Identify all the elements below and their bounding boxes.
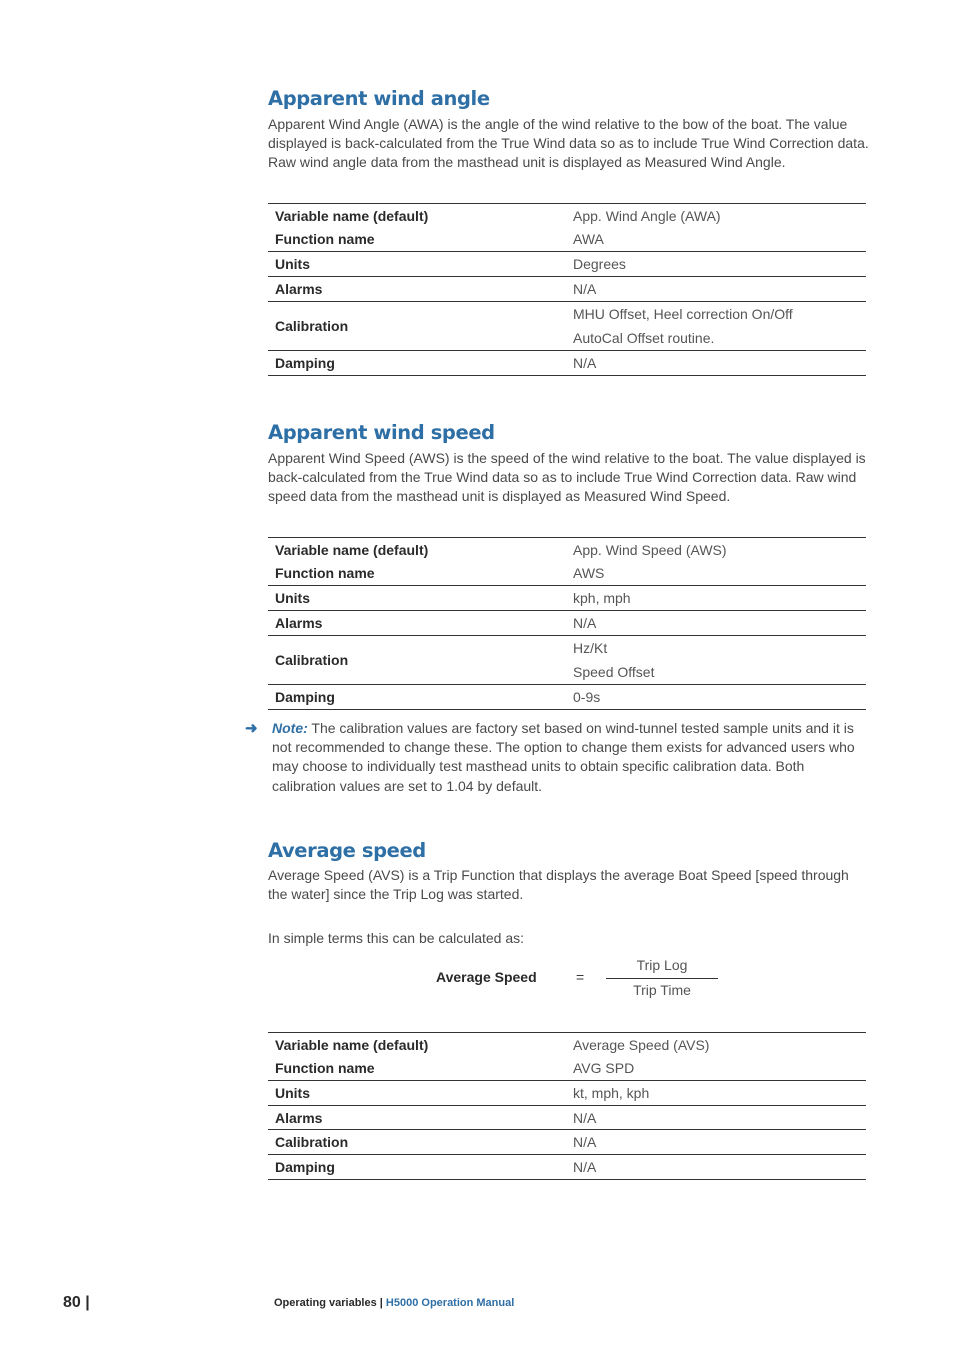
table-row (268, 228, 866, 252)
table-key: Units (268, 252, 567, 277)
table-value: App. Wind Angle (AWA) (573, 207, 721, 224)
table-row (268, 562, 866, 586)
table-value: N/A (567, 1130, 866, 1155)
table-value (567, 636, 866, 685)
table-key: Function name (268, 1057, 567, 1081)
table-row (268, 1081, 866, 1106)
table-row (268, 1033, 866, 1057)
variable-table-aws (268, 537, 866, 710)
table-row (268, 1130, 866, 1155)
table-key: Damping (268, 351, 567, 376)
table-value: AVG SPD (567, 1057, 866, 1081)
table-key: Damping (268, 685, 567, 710)
table-row (268, 1106, 866, 1130)
calibration-line: Speed Offset (573, 664, 655, 680)
table-row (268, 252, 866, 277)
section-title-apparent-wind-angle: Apparent wind angle (268, 87, 490, 110)
table-row (268, 538, 866, 562)
arrow-right-icon: ➜ (245, 720, 258, 737)
calibration-line: Hz/Kt (573, 640, 608, 656)
fraction-bar (606, 978, 718, 979)
calibration-line: AutoCal Offset routine. (573, 330, 715, 346)
formula-equals: = (576, 969, 585, 985)
formula-denominator: Trip Time (633, 982, 691, 998)
section-paragraph: Average Speed (AVS) is a Trip Function that displays the average Boat Speed [speed through the water] since the Trip Log was started. (268, 867, 849, 903)
section-title-average-speed: Average speed (268, 839, 426, 862)
table-value: kt, mph, kph (567, 1081, 866, 1106)
table-row (268, 277, 866, 302)
table-key: Alarms (268, 1106, 567, 1130)
table-row (268, 1155, 866, 1180)
table-value: App. Wind Speed (AWS) (573, 541, 727, 558)
variable-table-awa (268, 203, 866, 376)
table-key: Function name (268, 562, 567, 586)
note-label: Note: (272, 720, 308, 736)
table-value: N/A (567, 277, 866, 302)
section-paragraph: Apparent Wind Speed (AWS) is the speed of the wind relative to the boat. The value displayed is back-calculated from the True Wind data so as to include True Wind Correction data. Raw wind speed data from the masthead unit is displayed as Measured Wind Speed. (268, 450, 866, 505)
table-value: N/A (567, 351, 866, 376)
table-key: Alarms (268, 611, 567, 636)
section-paragraph: In simple terms this can be calculated as: (268, 930, 525, 946)
table-key: Units (268, 586, 567, 611)
table-row (268, 302, 866, 351)
table-key: Calibration (268, 302, 567, 351)
table-value: AWA (567, 228, 866, 252)
table-row (268, 204, 866, 228)
table-value: N/A (567, 611, 866, 636)
table-key: Function name (268, 228, 567, 252)
formula-lhs: Average Speed (436, 969, 537, 985)
table-key: Alarms (268, 277, 567, 302)
table-key: Variable name (default) (275, 1036, 429, 1053)
footer-separator: | (376, 1297, 386, 1309)
table-key: Damping (268, 1155, 567, 1180)
table-row (268, 351, 866, 376)
footer-section: Operating variables (274, 1297, 377, 1309)
footer-manual-title: H5000 Operation Manual (385, 1297, 515, 1309)
table-value: kph, mph (567, 586, 866, 611)
variable-table-avs (268, 1032, 866, 1180)
table-key: Units (268, 1081, 567, 1106)
section-paragraph: Apparent Wind Angle (AWA) is the angle of the wind relative to the bow of the boat. The value displayed is back-calculated from the True Wind data so as to include True Wind Correction data. Raw wind angle data from the masthead unit is displayed as Measured Wind Angle. (268, 116, 869, 171)
table-row (268, 611, 866, 636)
table-key: Variable name (default) (275, 207, 429, 224)
page-number: 80 | (63, 1294, 90, 1311)
table-value: Average Speed (AVS) (573, 1036, 710, 1053)
table-value: N/A (567, 1106, 866, 1130)
table-key: Variable name (default) (275, 541, 429, 558)
formula-numerator: Trip Log (636, 957, 688, 973)
note (272, 719, 868, 796)
table-row (268, 1057, 866, 1081)
table-value (567, 302, 866, 351)
note-body: The calibration values are factory set based on wind-tunnel tested sample units and it is not recommended to change these. The option to change them exists for advanced users who may choose to individually test masthead units to obtain specific calibration data. Both calibration values are set to 1.04 by default. (272, 720, 855, 794)
table-value: Degrees (567, 252, 866, 277)
table-value: AWS (567, 562, 866, 586)
table-row (268, 636, 866, 685)
table-row (268, 685, 866, 710)
table-value: N/A (567, 1155, 866, 1180)
calibration-line: MHU Offset, Heel correction On/Off (573, 306, 793, 322)
footer (274, 1297, 514, 1309)
section-title-apparent-wind-speed: Apparent wind speed (268, 421, 495, 444)
table-row (268, 586, 866, 611)
table-key: Calibration (268, 636, 567, 685)
table-key: Calibration (268, 1130, 567, 1155)
table-value: 0-9s (567, 685, 866, 710)
